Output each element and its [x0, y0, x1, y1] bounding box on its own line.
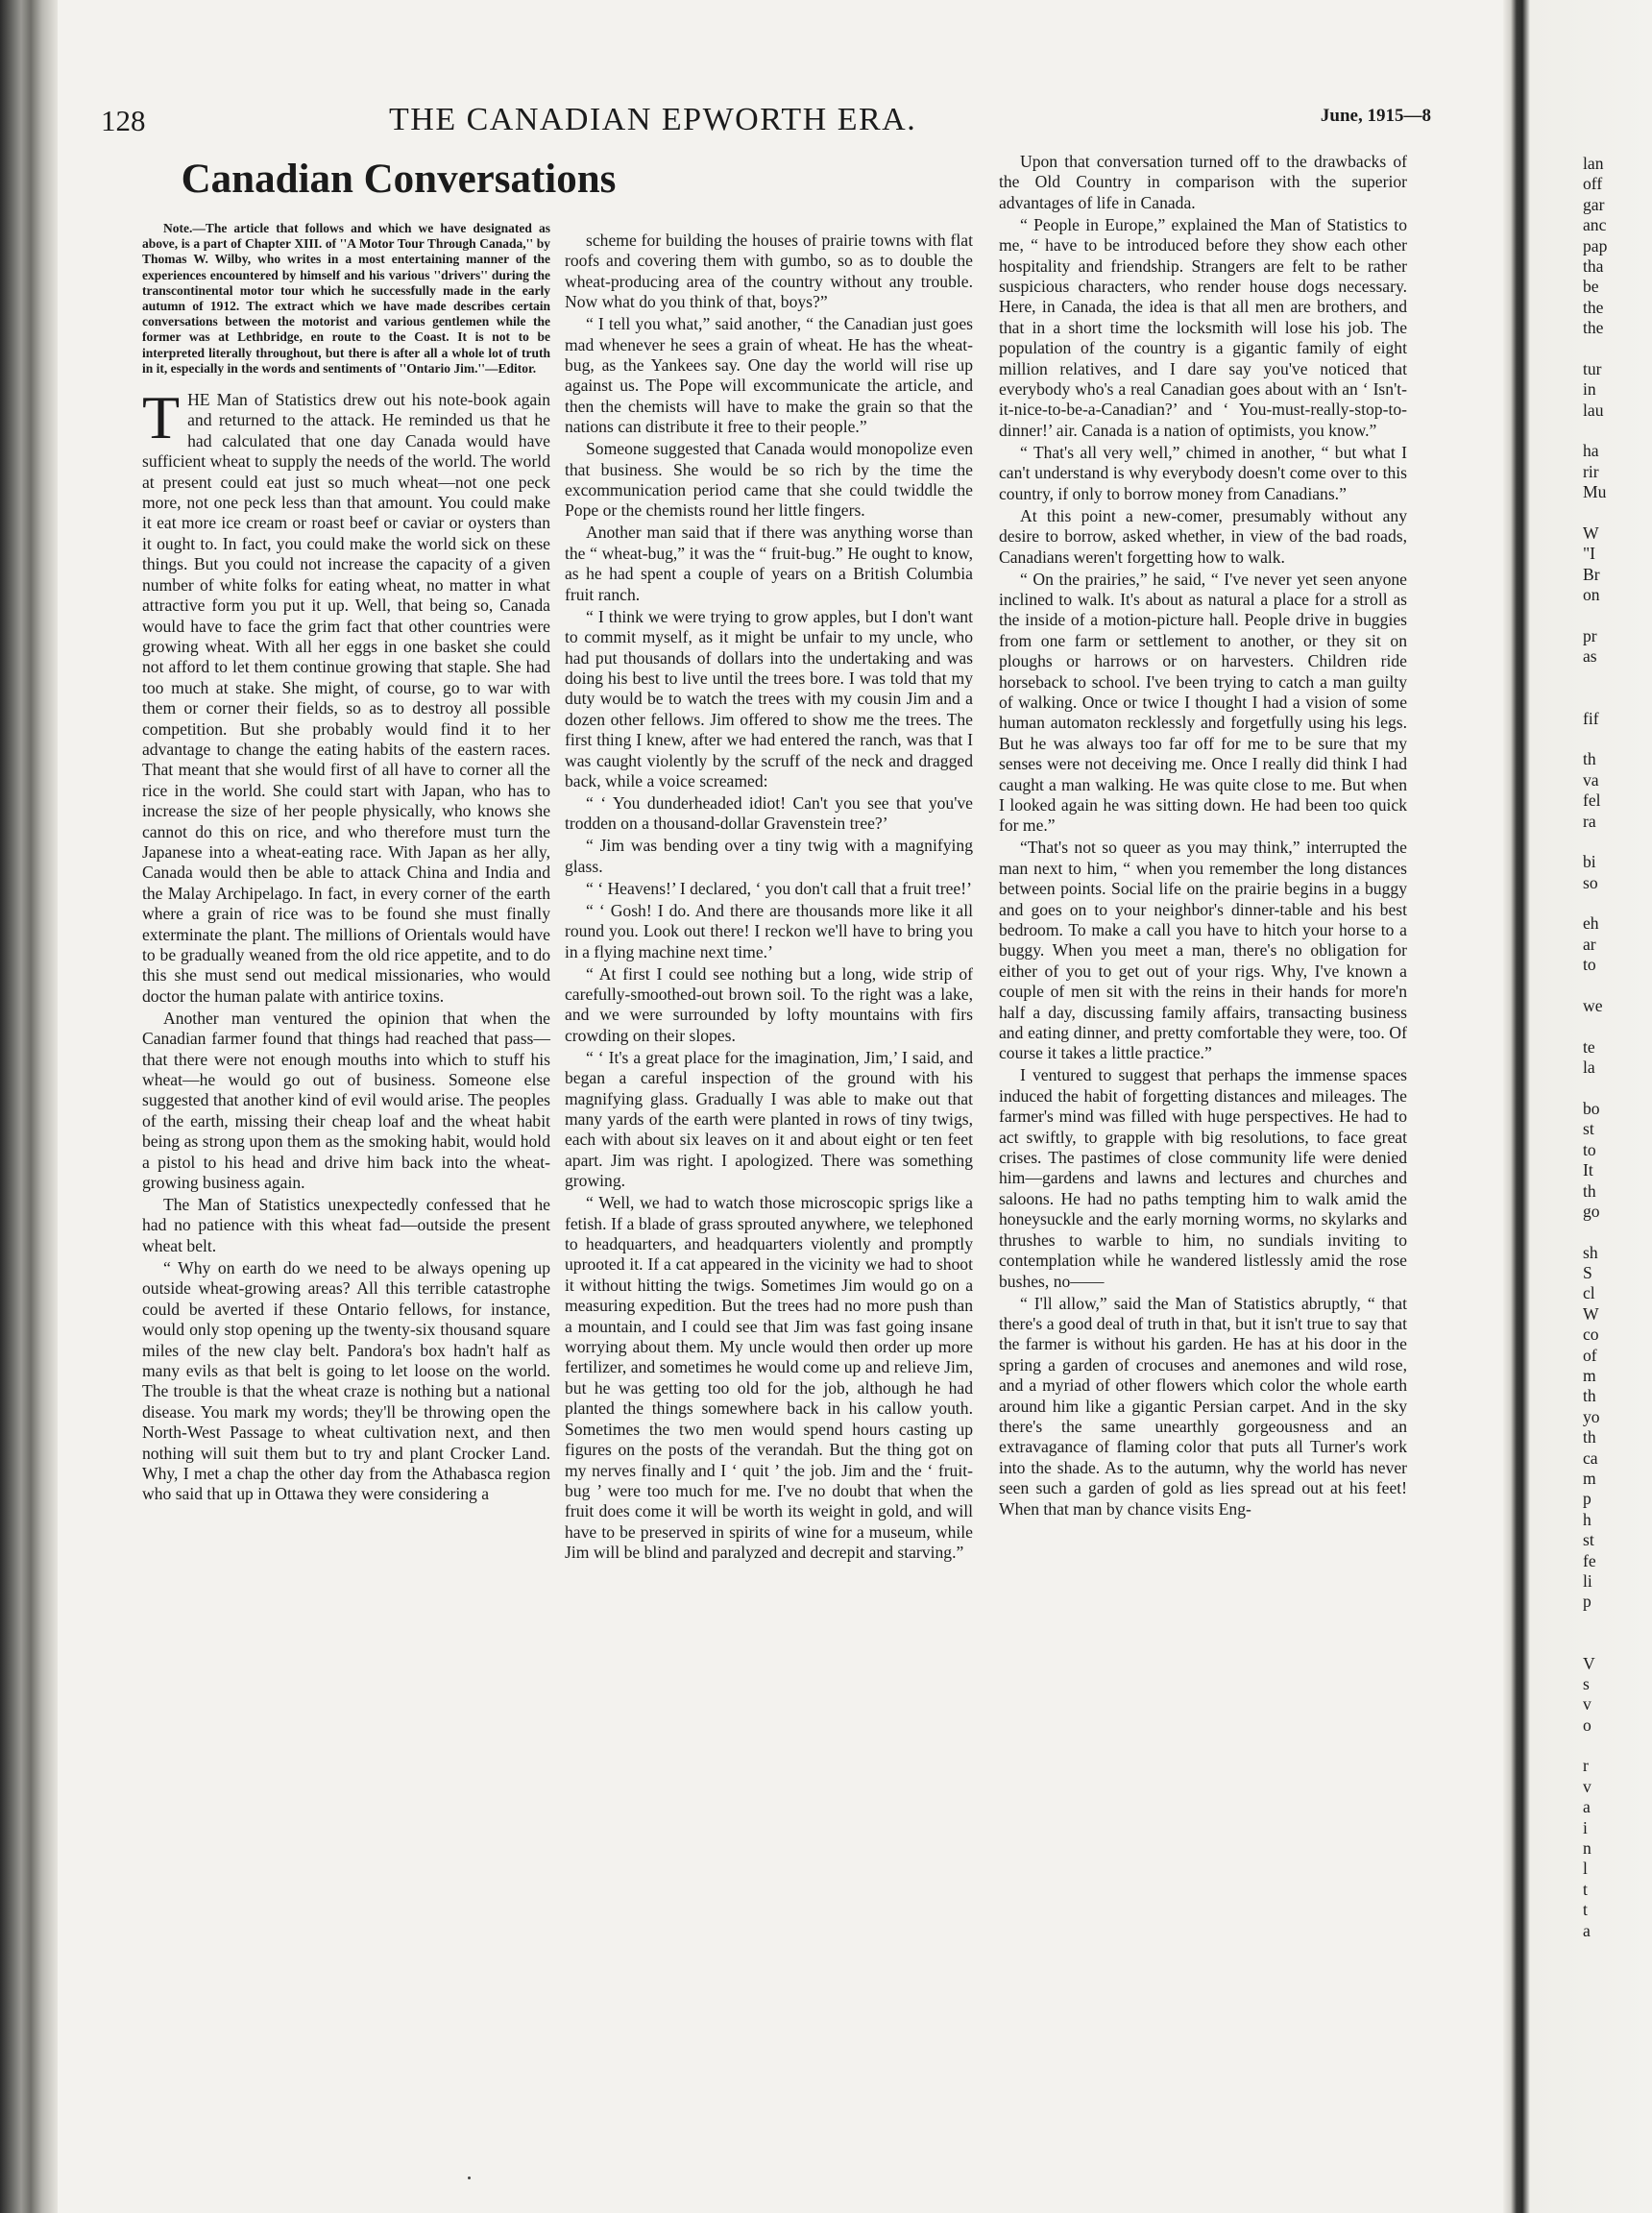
fragment-line: the — [1583, 297, 1604, 317]
fragment-line: o — [1583, 1714, 1591, 1735]
fragment-line: fe — [1583, 1550, 1596, 1570]
article-paragraph: I ventured to suggest that perhaps the immense spaces induced the habit of forgetting distances and mileages. The farmer's mind was filled with huge perspectives. He had to act swiftly, to grapple with big resolutions, to face great crises. The pastimes of close community life were denied him—gardens and lawns and lectures and churches and saloons. He had no paths tempting him to walk amid the honeysuckle and the early morning worms, no skylarks and thrushes to warble to him, no sundials inviting to contemplation while he wandered listlessly amid the rose bushes, no—— — [999, 1065, 1407, 1291]
fragment-line — [1583, 729, 1652, 749]
fragment-line: co — [1583, 1325, 1599, 1345]
fragment-line: t — [1583, 1879, 1588, 1899]
article-paragraph: “ ‘ It's a great place for the imagination, Jim,’ I said, and began a careful inspection of the ground with his magnifying glass. Gradually I was able to make out that many yards of the earth were planted in rows of tiny twigs, each with about six leaves on it and about eight or ten feet apart. Jim was right. I apologized. There was something growing. — [565, 1047, 973, 1191]
fragment-line: th — [1583, 1386, 1596, 1406]
fragment-line: S — [1583, 1263, 1592, 1283]
fragment-line: cl — [1583, 1283, 1595, 1303]
fragment-line: V — [1583, 1653, 1595, 1673]
fragment-line: va — [1583, 769, 1599, 790]
fragment-line: anc — [1583, 215, 1607, 235]
fragment-line: m — [1583, 1366, 1596, 1386]
fragment-line — [1583, 339, 1652, 359]
fragment-line: h — [1583, 1509, 1591, 1529]
fragment-line — [1583, 688, 1652, 708]
page-header — [101, 104, 1431, 152]
fragment-line: of — [1583, 1345, 1597, 1365]
article-paragraph: Someone suggested that Canada would monopolize even that business. She would be so rich by the time the excommunication period came that she could twiddle the Pope or the chemists round her little fingers. — [565, 439, 973, 521]
fragment-line: W — [1583, 523, 1599, 544]
fragment-line — [1583, 1736, 1652, 1756]
issue-date: June, 1915—8 — [1320, 106, 1431, 126]
fragment-line: rir — [1583, 461, 1599, 481]
fragment-line: th — [1583, 749, 1596, 769]
fragment-line: te — [1583, 1036, 1595, 1057]
fragment-line — [1583, 1016, 1652, 1036]
article-column-3 — [999, 152, 1407, 1521]
article-paragraph: “ I tell you what,” said another, “ the Canadian just goes mad whenever he sees a grain of wheat. He has the wheat-bug, as the Yankees say. One day the world will rise up against us. The Pope will excommunicate the article, and then the chemists will have to make the grain so that the nations can distribute it free to their people.” — [565, 314, 973, 437]
fragment-line: ar — [1583, 934, 1596, 954]
paragraph-text: HE Man of Statistics drew out his note-book again and returned to the attack. He reminded us that he had calculated that one day Canada would have sufficient wheat to supply the needs of the world. The world at present could eat just so much wheat—not one peck more, not one peck less than that amount. You could make it eat more ice cream or roast beef or caviar or oysters than it ought to. In fact, you could make the world sick on these things. But you could not increase the capacity of a given number of white folks for eating wheat, no matter in what attractive form you put it up. Well, that being so, Canada would have to face the grim fact that other countries were growing wheat. With all her eggs in one basket she could not afford to let them continue growing that staple. She had too much at stake. She might, of course, go to war with them or corner their fields, so as to destroy all possible competition. But she probably would find it to her advantage to change the eating habits of the eastern races. That meant that she would first of all have to corner all the rice in the world. She could start with Japan, who has to increase the size of her people physically, who knows she cannot do this on rice, and who therefore must turn the Japanese into a wheat-eating race. With Japan as her ally, Canada would then be able to attack China and India and the Malay Archipelago. In fact, in every corner of the earth where a grain of rice was to be found she must finally exterminate the plant. The millions of Orientals would have to be gradually weaned from the old rice appetite, and to do this she must send out medical missionaries, who would doctor the human palate with antirice toxins. — [142, 390, 550, 1006]
fragment-line: r — [1583, 1756, 1589, 1776]
fragment-line: bo — [1583, 1098, 1600, 1118]
article-paragraph: “ People in Europe,” explained the Man of Statistics to me, “ have to be introduced before they show each other hospitality and friendship. Strangers are felt to be rather suspicious characters, who render house dogs necessary. Here, in Canada, the idea is that all men are brothers, and that in a short time the locksmith will lose his job. The population of the country is a gigantic family of eight million relatives, and I dare say you've noticed that everybody who's a real Canadian goes about with an ‘ Isn't-it-nice-to-be-a-Canadian?’ and ‘ You-must-really-stop-to-dinner!’ air. Canada is a nation of optimists, you know.” — [999, 214, 1407, 440]
fragment-line: Mu — [1583, 482, 1607, 502]
article-title: Canadian Conversations — [181, 157, 617, 202]
fragment-line: sh — [1583, 1242, 1598, 1262]
fragment-line: th — [1583, 1427, 1596, 1447]
adjacent-page-fragments — [1583, 154, 1652, 1941]
fragment-line: th — [1583, 1180, 1596, 1201]
fragment-line: pap — [1583, 235, 1608, 255]
fragment-line: we — [1583, 996, 1603, 1016]
journal-title: THE CANADIAN EPWORTH ERA. — [389, 102, 917, 137]
fragment-line: Br — [1583, 564, 1600, 584]
article-paragraph — [142, 383, 550, 1007]
article-paragraph: scheme for building the houses of prairie towns with flat roofs and covering them with gumbo, so as to double the wheat-producing area of the country without any trouble. Now what do you think of that, boys?” — [565, 231, 973, 312]
article-column-1 — [142, 221, 550, 1506]
fragment-line: W — [1583, 1303, 1599, 1324]
fragment-line: ra — [1583, 811, 1596, 831]
fragment-line — [1583, 1633, 1652, 1653]
article-paragraph: “ On the prairies,” he said, “ I've never yet seen anyone inclined to walk. It's about as natural a place for a stroll as the inside of a motion-picture hall. People drive in buggies from one farm or settlement to another, or they sit on ploughs or harrows or on harvesters. Children ride horseback to school. I've been trying to catch a man guilty of walking. Once or twice I thought I had a vision of some human automaton recklessly and forgetfully using his legs. But he was always too far off for me to be sure that my senses were not deceiving me. Once I really did think I had caught a man walking. He was quite close to me. But when I looked again he was sitting down. He had been too quick for me.” — [999, 569, 1407, 836]
article-column-2 — [565, 231, 973, 1565]
article-paragraph: Another man said that if there was anything worse than the “ wheat-bug,” it was the “ fruit-bug.” He ought to know, as he had spent a couple of years on a British Columbia fruit ranch. — [565, 523, 973, 604]
fragment-line: tur — [1583, 358, 1602, 378]
fragment-line: l — [1583, 1859, 1588, 1879]
article-paragraph: “ That's all very well,” chimed in another, “ but what I can't understand is why everybody doesn't come over to this country, if only to borrow money from Canadians.” — [999, 442, 1407, 503]
fragment-line: p — [1583, 1489, 1591, 1509]
fragment-line: fif — [1583, 708, 1599, 728]
article-paragraph: “ Well, we had to watch those microscopic sprigs like a fetish. If a blade of grass sprouted anywhere, we telephoned to headquarters, and headquarters violently and promptly uprooted it. If a cat appeared in the vicinity we had to shoot it without hitting the twigs. Sometimes Jim would go on a measuring expedition. But the trees had no more push than a mountain, and I could see that Jim was fast going insane worrying about them. My uncle would then order up more fertilizer, and sometimes he would come up and relieve Jim, but he was getting too old for the job, although he had planted the things somewhere back in his callow youth. Sometimes the two men would spend hours casting up figures on the posts of the verandah. But the thing got on my nerves finally and I ‘ quit ’ the job. Jim and the ‘ fruit-bug ’ were too much for me. I've no doubt that when the fruit does come it will be worth its weight in gold, and will have to be preserved in spirits of wine for a museum, while Jim will be blind and paralyzed and decrepit and starving.” — [565, 1193, 973, 1563]
fragment-line: off — [1583, 174, 1603, 194]
fragment-line: go — [1583, 1201, 1600, 1221]
drop-cap: T — [142, 383, 181, 452]
fragment-line: on — [1583, 585, 1600, 605]
fragment-line: eh — [1583, 913, 1599, 934]
fragment-line: m — [1583, 1469, 1596, 1488]
fragment-line — [1583, 503, 1652, 523]
fragment-line: st — [1583, 1119, 1594, 1139]
fragment-line: li — [1583, 1570, 1592, 1591]
fragment-line — [1583, 893, 1652, 913]
fragment-line: so — [1583, 872, 1598, 892]
article-paragraph: “ ‘ Gosh! I do. And there are thousands more like it all round you. Look out there! I reckon we'll have to bring you in a flying machine next time.’ — [565, 900, 973, 961]
fragment-line: to — [1583, 1139, 1596, 1159]
fragment-line: a — [1583, 1797, 1591, 1817]
editor-note: Note.—The article that follows and which we have designated as above, is a part of Chapter XIII. of ''A Motor Tour Through Canada,'' by Thomas W. Wilby, who writes in a most entertaining manner of the experiences encountered by himself and his various ''drivers'' during the transcontinental motor tour which he successfully made in the early autumn of 1912. The extract which we have made describes certain conversations between the motorist and various gentlemen while the former was at Lethbridge, en route to the Coast. It is not to be interpreted literally throughout, but there is after all a whole lot of truth in it, especially in the words and sentiments of ''Ontario Jim.''—Editor. — [142, 221, 550, 376]
fragment-line: to — [1583, 955, 1596, 975]
fragment-line: ha — [1583, 441, 1599, 461]
fragment-line: fel — [1583, 790, 1601, 811]
fragment-line: yo — [1583, 1406, 1600, 1426]
article-paragraph: The Man of Statistics unexpectedly confessed that he had no patience with this wheat fad—outside the present wheat belt. — [142, 1195, 550, 1255]
fragment-line: pr — [1583, 625, 1597, 645]
scan-speck — [468, 2177, 471, 2179]
fragment-line: st — [1583, 1530, 1594, 1550]
fragment-line: la — [1583, 1058, 1595, 1078]
article-paragraph: “ I think we were trying to grow apples, but I don't want to commit myself, as it might be unfair to my uncle, who had put thousands of dollars into the undertaking and was doing his best to live until the trees bore. I was told that my duty would be to watch the trees with my cousin Jim and a dozen other fellows. Jim offered to show me the trees. The first thing I knew, after we had entered the ranch, was that I was caught violently by the scruff of the neck and dragged back, while a voice screamed: — [565, 606, 973, 790]
fragment-line: as — [1583, 646, 1597, 667]
fragment-line: bi — [1583, 852, 1596, 872]
fragment-line: lau — [1583, 400, 1604, 420]
fragment-line: ca — [1583, 1447, 1598, 1468]
fragment-line — [1583, 976, 1652, 996]
article-paragraph: “ Why on earth do we need to be always opening up outside wheat-growing areas? All this terrible catastrophe could be averted if these Ontario fellows, for instance, would only stop opening up the twenty-six thousand square miles of the new clay belt. Pandora's box hadn't half as many evils as that belt is going to let loose on the world. The trouble is that the wheat craze is nothing but a national disease. You mark my words; they'll be throwing open the North-West Passage to wheat cultivation next, and then nothing will suit them but to try and plant Crocker Land. Why, I met a chap the other day from the Athabasca region who said that up in Ottawa they were considering a — [142, 1257, 550, 1504]
fragment-line: v — [1583, 1776, 1591, 1796]
fragment-line: It — [1583, 1160, 1593, 1180]
fragment-line: gar — [1583, 194, 1605, 214]
fragment-line: p — [1583, 1592, 1591, 1612]
fragment-line: in — [1583, 379, 1596, 400]
article-paragraph: “ Jim was bending over a tiny twig with a magnifying glass. — [565, 836, 973, 876]
article-paragraph: “ ‘ You dunderheaded idiot! Can't you see that you've trodden on a thousand-dollar Gravenstein tree?’ — [565, 792, 973, 834]
fragment-line: t — [1583, 1900, 1588, 1920]
article-paragraph: Another man ventured the opinion that when the Canadian farmer found that things had reached that pass—that there were not enough mouths into which to stuff his wheat—he would go out of business. Someone else suggested that another kind of evil would arise. The peoples of the earth, missing their cheap loaf and the wheat habit being as strong upon them as the smoking habit, would hold a pistol to his head and drive him back into the wheat-growing business again. — [142, 1008, 550, 1193]
fragment-line: the — [1583, 318, 1604, 338]
article-paragraph: “ I'll allow,” said the Man of Statistics abruptly, “ that there's a good deal of truth in that, but it isn't true to say that the farmer is without his garden. He has at his door in the spring a garden of crocuses and anemones and wild rose, and a myriad of other flowers which color the whole earth around him like a gigantic Persian carpet. And in the sky there's the same unearthly gorgeousness and an extravagance of flaming color that puts all Turner's work into the shade. As to the autumn, why the world has never seen such a garden of gold as lies spread out at his feet! When that man by chance visits Eng- — [999, 1293, 1407, 1519]
book-binding-left — [0, 0, 58, 2213]
fragment-line — [1583, 421, 1652, 441]
fragment-line — [1583, 606, 1652, 626]
fragment-line: s — [1583, 1673, 1590, 1693]
article-paragraph: “ At first I could see nothing but a long, wide strip of carefully-smoothed-out brown soil. To the right was a lake, and we were surrounded by lofty mountains with firs crowding on their slopes. — [565, 963, 973, 1045]
article-paragraph: “That's not so queer as you may think,” interrupted the man next to him, “ when you remember the long distances between points. Social life on the prairie begins in a buggy and goes on to your neighbor's dinner-table and his best bedroom. To make a call you have to hitch your horse to a buggy. When you meet a man, there's no obligation for either of you to get out of your rigs. Why, I've known a couple of men sit with the reins in their hands for more'n half a day, discussing family affairs, transacting business and eating dinner, and pretty comfortable they were, too. Of course it takes a little practice.” — [999, 838, 1407, 1063]
article-paragraph: At this point a new-comer, presumably without any desire to borrow, asked whether, in view of the bad roads, Canadians weren't forgetting how to walk. — [999, 505, 1407, 567]
fragment-line: a — [1583, 1920, 1591, 1940]
fragment-line — [1583, 668, 1652, 688]
fragment-line — [1583, 832, 1652, 852]
fragment-line — [1583, 1079, 1652, 1099]
fragment-line — [1583, 1222, 1652, 1242]
fragment-line — [1583, 1613, 1652, 1633]
fragment-line: be — [1583, 277, 1599, 297]
fragment-line: v — [1583, 1694, 1591, 1714]
fragment-line: "I — [1583, 544, 1596, 564]
fragment-line: i — [1583, 1817, 1588, 1837]
page-number: 128 — [101, 104, 146, 137]
fragment-line: n — [1583, 1838, 1591, 1859]
fragment-line: tha — [1583, 255, 1604, 276]
article-paragraph: “ ‘ Heavens!’ I declared, ‘ you don't call that a fruit tree!’ — [586, 878, 972, 898]
fragment-line: lan — [1583, 154, 1604, 173]
article-paragraph: Upon that conversation turned off to the drawbacks of the Old Country in comparison with the superior advantages of life in Canada. — [999, 152, 1407, 212]
